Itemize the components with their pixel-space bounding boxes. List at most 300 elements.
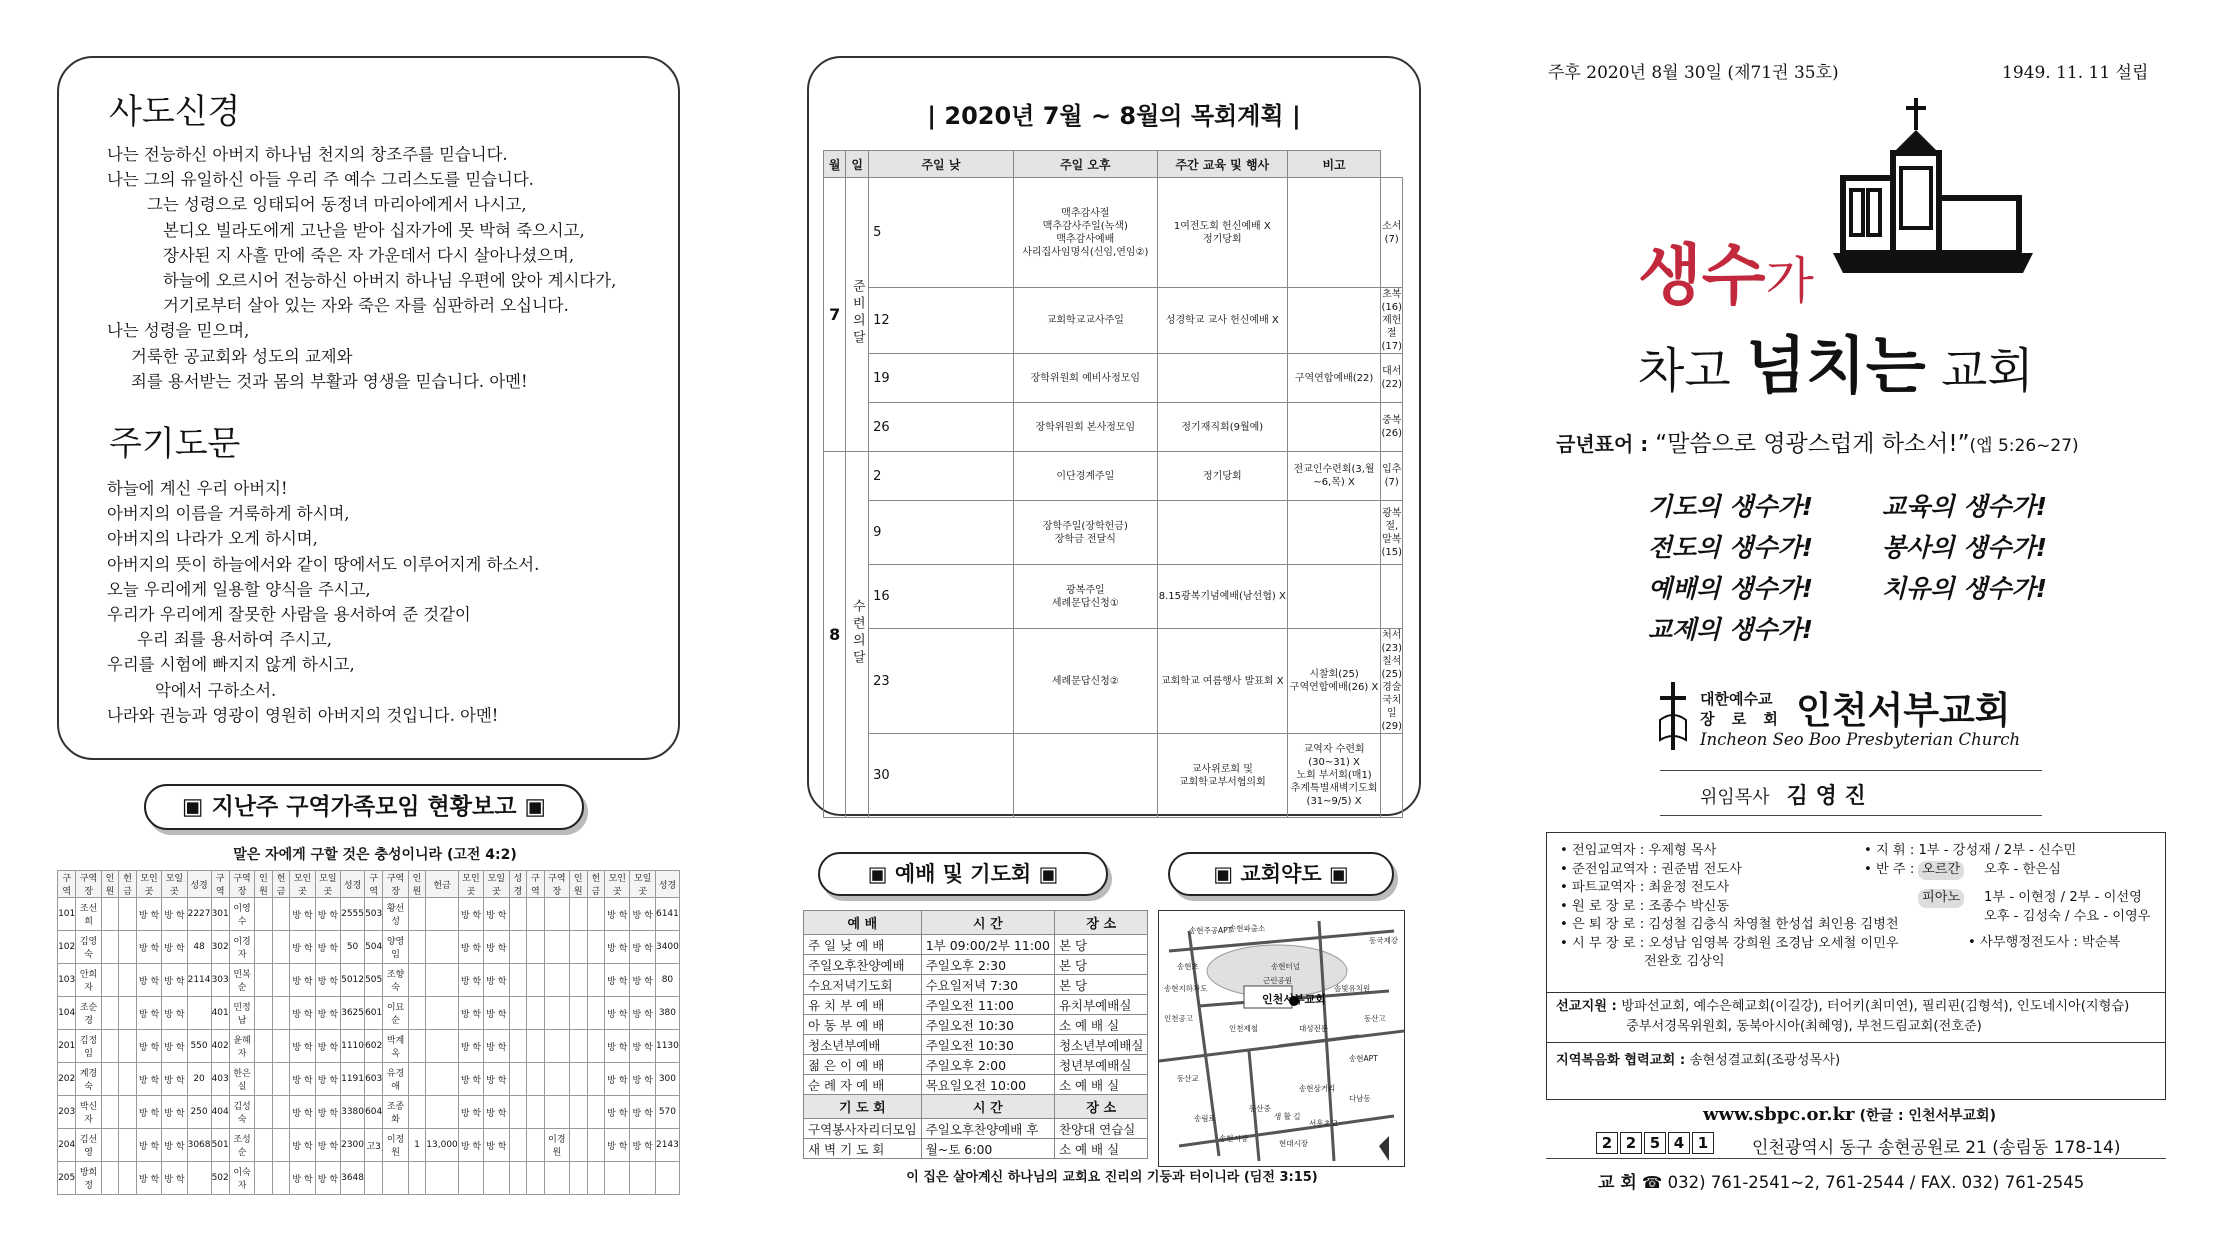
report-cell: 48 bbox=[187, 931, 211, 964]
report-place: 방 bbox=[138, 943, 148, 954]
report-place: 학 bbox=[172, 1174, 185, 1185]
schedule-day: 9 bbox=[869, 501, 1014, 565]
report-cell: 방 학 bbox=[290, 997, 315, 1030]
map-title: ▣ 교회약도 ▣ bbox=[1168, 852, 1394, 896]
report-cell: 3068 bbox=[187, 1129, 211, 1162]
report-cell: 방 학 bbox=[605, 1063, 630, 1096]
report-cell: 방 학 bbox=[458, 1030, 483, 1063]
report-cell bbox=[162, 898, 187, 931]
report-cell: 13,000 bbox=[426, 1129, 459, 1162]
report-cell: 604 bbox=[365, 1096, 383, 1129]
report-cell bbox=[587, 1030, 605, 1063]
report-cell: 방 학 bbox=[605, 964, 630, 997]
zip-digit: 4 bbox=[1668, 1132, 1690, 1154]
slogan-4: 봉사의 생수가! bbox=[1882, 533, 2048, 562]
report-cell bbox=[272, 1096, 290, 1129]
report-cell bbox=[272, 1129, 290, 1162]
logo-line1 bbox=[1638, 222, 1814, 317]
prayer-line: 아버지의 이름을 거룩하게 하시며, bbox=[107, 504, 350, 524]
schedule-note: 입추(7) bbox=[1381, 452, 1403, 501]
report-header: 헌금 bbox=[272, 871, 290, 898]
prayer-line: 아버지의 뜻이 하늘에서와 같이 땅에서도 이루어지게 하소서. bbox=[107, 554, 540, 574]
schedule-week bbox=[1287, 501, 1381, 565]
map-church-label: 인천서부교회 bbox=[1262, 993, 1326, 1006]
report-cell bbox=[426, 931, 459, 964]
report-cell: 방 학 bbox=[290, 898, 315, 931]
piano-staff-2: 오후 - 김성숙 / 수요 - 이영우 bbox=[1984, 909, 2151, 924]
report-cell bbox=[162, 931, 187, 964]
report-cell: 방 학 bbox=[315, 997, 340, 1030]
map-label: 동국제강 bbox=[1369, 936, 1398, 945]
report-cell: 2300 bbox=[341, 1129, 365, 1162]
schedule-row bbox=[824, 354, 1403, 403]
slogan-3: 전도의 생수가! bbox=[1648, 533, 1814, 562]
report-place: 방 bbox=[164, 1174, 173, 1185]
creed-line: 나는 성령을 믿으며, bbox=[107, 321, 250, 341]
schedule-day: 12 bbox=[869, 288, 1014, 354]
report-place: 방 bbox=[138, 1075, 148, 1086]
pastor-label: 위임목사 bbox=[1700, 787, 1770, 808]
report-cell bbox=[426, 964, 459, 997]
report-cell: 1191 bbox=[341, 1063, 365, 1096]
report-cell: 방 학 bbox=[315, 1063, 340, 1096]
phone bbox=[1598, 1168, 2084, 1193]
report-cell: 황선성 bbox=[383, 898, 408, 931]
report-cell bbox=[587, 898, 605, 931]
report-place: 방 bbox=[164, 976, 173, 987]
zip-digit: 1 bbox=[1692, 1132, 1714, 1154]
report-cell: 박신자 bbox=[76, 1096, 101, 1129]
founded-date: 1949. 11. 11 설립 bbox=[2002, 63, 2149, 83]
report-cell bbox=[119, 997, 137, 1030]
worship-cell: 수요일저녁 7:30 bbox=[921, 975, 1054, 995]
report-header: 구역 bbox=[211, 871, 229, 898]
worship-cell: 찬양대 연습실 bbox=[1054, 1119, 1148, 1139]
address-divider bbox=[1546, 1158, 2166, 1159]
report-cell bbox=[570, 997, 588, 1030]
report-header: 구역장 bbox=[76, 871, 101, 898]
report-cell: 204 bbox=[58, 1129, 76, 1162]
report-cell: 103 bbox=[58, 964, 76, 997]
report-header: 성경 bbox=[187, 871, 211, 898]
report-cell: 403 bbox=[211, 1063, 229, 1096]
report-header: 인원 bbox=[255, 871, 273, 898]
report-cell bbox=[570, 964, 588, 997]
report-cell: 이정원 bbox=[383, 1129, 408, 1162]
schedule-am: 장학위원회 본사정모임 bbox=[1013, 403, 1157, 452]
report-cell: 양영임 bbox=[383, 931, 408, 964]
schedule-row bbox=[824, 288, 1403, 354]
report-place: 방 bbox=[138, 1108, 148, 1119]
report-cell: 방 학 bbox=[290, 1129, 315, 1162]
report-cell bbox=[187, 1162, 211, 1195]
report-place: 방 bbox=[164, 1108, 173, 1119]
map-label: 인천제철 bbox=[1229, 1024, 1258, 1033]
worship-cell: 소 예 배 실 bbox=[1054, 1139, 1148, 1159]
schedule-panel bbox=[807, 56, 1421, 816]
report-header: 구역 bbox=[365, 871, 383, 898]
prayer-line: 하늘에 계신 우리 아버지! bbox=[107, 479, 288, 498]
schedule-day: 16 bbox=[869, 565, 1014, 629]
report-cell: 방 학 bbox=[315, 1162, 340, 1195]
report-cell bbox=[509, 964, 527, 997]
report-cell: 방 학 bbox=[605, 997, 630, 1030]
report-cell bbox=[509, 1162, 527, 1195]
report-cell bbox=[101, 1030, 119, 1063]
report-cell bbox=[272, 898, 290, 931]
report-header: 구역장 bbox=[229, 871, 254, 898]
report-cell: 방 학 bbox=[315, 964, 340, 997]
worship-cell: 기 도 회 bbox=[804, 1095, 922, 1119]
report-cell bbox=[101, 898, 119, 931]
motto bbox=[1556, 425, 2079, 458]
worship-cell: 주일오후 2:30 bbox=[921, 955, 1054, 975]
issue-date: 주후 2020년 8월 30일 (제71권 35호) bbox=[1548, 63, 1839, 83]
report-cell: 방 학 bbox=[458, 1096, 483, 1129]
cooperation bbox=[1556, 1052, 1840, 1071]
pastor bbox=[1700, 779, 1866, 810]
prayer-line: 우리 죄를 용서하여 주시고, bbox=[137, 630, 333, 650]
report-place: 학 bbox=[172, 1009, 185, 1020]
zip-code bbox=[1596, 1132, 1714, 1154]
report-place: 학 bbox=[147, 1042, 160, 1053]
report-cell: 방 학 bbox=[630, 964, 655, 997]
report-cell bbox=[426, 1162, 459, 1195]
report-cell bbox=[272, 1030, 290, 1063]
report-cell bbox=[255, 1063, 273, 1096]
report-cell bbox=[408, 997, 426, 1030]
schedule-am: 장학위원회 예비사정모임 bbox=[1013, 354, 1157, 403]
report-cell: 방 학 bbox=[315, 1129, 340, 1162]
creed-line: 거룩한 공교회와 성도의 교제와 bbox=[131, 346, 353, 366]
report-cell bbox=[587, 964, 605, 997]
report-row bbox=[58, 1162, 680, 1195]
logo-word-gyohoe: 교회 bbox=[1925, 343, 2034, 399]
report-place: 방 bbox=[138, 976, 148, 987]
report-cell bbox=[570, 1162, 588, 1195]
worship-cell: 아 동 부 예 배 bbox=[804, 1015, 922, 1035]
report-place: 방 bbox=[138, 1042, 148, 1053]
piano-staff-1: 1부 - 이현정 / 2부 - 이선영 bbox=[1984, 890, 2142, 905]
report-cell: 602 bbox=[365, 1030, 383, 1063]
report-cell: 방 학 bbox=[605, 1096, 630, 1129]
report-place: 학 bbox=[147, 1141, 160, 1152]
map-label: 솔빛유치원 bbox=[1334, 984, 1371, 993]
schedule-pm: 교회학교 여름행사 발표회 X bbox=[1157, 629, 1287, 734]
report-place: 학 bbox=[147, 1075, 160, 1086]
church-emblem-icon bbox=[1656, 680, 1690, 752]
report-cell bbox=[272, 931, 290, 964]
creed-line: 장사된 지 사흘 만에 죽은 자 가운데서 다시 살아나셨으며, bbox=[163, 245, 575, 265]
report-cell bbox=[162, 1129, 187, 1162]
report-cell bbox=[136, 1063, 161, 1096]
worship-row bbox=[804, 975, 1148, 995]
report-cell: 방 학 bbox=[484, 898, 509, 931]
slogan-6: 치유의 생수가! bbox=[1882, 574, 2048, 603]
report-cell bbox=[587, 1129, 605, 1162]
report-cell: 방 학 bbox=[290, 964, 315, 997]
schedule-month-label-text: 수련의달 bbox=[849, 599, 865, 667]
map-label: 송현APT bbox=[1349, 1054, 1378, 1063]
report-cell bbox=[408, 931, 426, 964]
report-cell bbox=[527, 1063, 545, 1096]
worship-cell: 청소년부예배 bbox=[804, 1035, 922, 1055]
report-place: 학 bbox=[147, 910, 160, 921]
report-cell bbox=[136, 1030, 161, 1063]
report-cell: 방 학 bbox=[458, 898, 483, 931]
report-cell: 민복순 bbox=[229, 964, 254, 997]
report-cell: 방희정 bbox=[76, 1162, 101, 1195]
report-cell: 이경원 bbox=[544, 1129, 569, 1162]
prayer-line: 오늘 우리에게 일용할 양식을 주시고, bbox=[107, 579, 371, 599]
report-cell bbox=[101, 1096, 119, 1129]
report-cell: 박계옥 bbox=[383, 1030, 408, 1063]
website-url[interactable]: www.sbpc.or.kr bbox=[1703, 1104, 1855, 1125]
schedule-week: 전교인수련회(3,월~6,목) X bbox=[1287, 452, 1381, 501]
report-header: 인원 bbox=[570, 871, 588, 898]
report-header: 모인곳 bbox=[605, 871, 630, 898]
map bbox=[1158, 910, 1405, 1167]
schedule-week: 교역자 수련회(30~31) X 노회 부서회(매1) 추계특별새벽기도회(31~9/5) X bbox=[1287, 734, 1381, 818]
worship-cell: 시 간 bbox=[921, 911, 1054, 935]
report-cell: 203 bbox=[58, 1096, 76, 1129]
report-cell bbox=[527, 997, 545, 1030]
map-label: 동산중 bbox=[1249, 1104, 1271, 1113]
report-cell bbox=[119, 1096, 137, 1129]
prayer-line: 나라와 권능과 영광이 영원히 아버지의 것입니다. 아멘! bbox=[107, 705, 499, 725]
map-label: 인천공고 bbox=[1164, 1014, 1193, 1023]
report-table bbox=[57, 870, 680, 1195]
prayer-line: 악에서 구하소서. bbox=[155, 680, 277, 700]
schedule-title: | 2020년 7월 ~ 8월의 목회계획 | bbox=[927, 102, 1301, 130]
worship-row bbox=[804, 935, 1148, 955]
report-cell: 유경애 bbox=[383, 1063, 408, 1096]
report-cell bbox=[630, 1162, 655, 1195]
map-label: 송현지하차도 bbox=[1164, 984, 1208, 993]
report-place: 학 bbox=[172, 976, 185, 987]
schedule-am: 맥추감사절 맥추감사주일(녹색) 맥추감사예배 사리집사임명식(신임,연임②) bbox=[1013, 178, 1157, 288]
schedule-row bbox=[824, 452, 1403, 501]
report-cell: 김영숙 bbox=[76, 931, 101, 964]
report-cell bbox=[101, 1162, 119, 1195]
schedule-row bbox=[824, 734, 1403, 818]
schedule-day: 26 bbox=[869, 403, 1014, 452]
schedule-month-label bbox=[846, 452, 869, 818]
report-cell bbox=[587, 931, 605, 964]
slogan-1: 기도의 생수가! bbox=[1648, 492, 1814, 521]
report-cell bbox=[587, 1162, 605, 1195]
report-header: 모일곳 bbox=[630, 871, 655, 898]
report-header: 구역장 bbox=[544, 871, 569, 898]
worship-cell: 주일오후찬양예배 후 bbox=[921, 1119, 1054, 1139]
prayer-title: 주기도문 bbox=[109, 424, 241, 464]
report-cell bbox=[527, 1162, 545, 1195]
schedule-note: 광복절,말복(15) bbox=[1381, 501, 1403, 565]
creed-panel bbox=[57, 56, 680, 760]
organ-staff: 오후 - 한은심 bbox=[1984, 862, 2061, 877]
report-cell: 1110 bbox=[341, 1030, 365, 1063]
report-row bbox=[58, 1063, 680, 1096]
report-cell bbox=[570, 1129, 588, 1162]
slogan-2: 교육의 생수가! bbox=[1882, 492, 2048, 521]
report-cell bbox=[255, 898, 273, 931]
report-cell: 김선영 bbox=[76, 1129, 101, 1162]
report-header-row bbox=[58, 871, 680, 898]
creed-line: 나는 전능하신 아버지 하나님 천지의 창조주를 믿습니다. bbox=[107, 145, 508, 164]
schedule-day: 5 bbox=[869, 178, 1014, 288]
report-cell: 2227 bbox=[187, 898, 211, 931]
worship-cell: 주일오후 2:00 bbox=[921, 1055, 1054, 1075]
address: 인천광역시 동구 송현공원로 21 (송림동 178-14) bbox=[1752, 1138, 2121, 1158]
report-cell: 이묘순 bbox=[383, 997, 408, 1030]
report-cell bbox=[365, 1162, 383, 1195]
report-row bbox=[58, 898, 680, 931]
report-cell: 202 bbox=[58, 1063, 76, 1096]
report-cell bbox=[458, 1162, 483, 1195]
schedule-day: 23 bbox=[869, 629, 1014, 734]
staff-line: • 시 무 장 로 : 오성남 임영복 강희원 조경남 오세철 이민우 bbox=[1560, 935, 1899, 951]
schedule-header: 비고 bbox=[1287, 151, 1381, 178]
worship-cell: 1부 09:00/2부 11:00 bbox=[921, 935, 1054, 955]
report-cell: 방 학 bbox=[290, 1162, 315, 1195]
report-cell bbox=[136, 898, 161, 931]
report-header: 헌금 bbox=[119, 871, 137, 898]
report-cell: 계경숙 bbox=[76, 1063, 101, 1096]
report-cell: 3400 bbox=[655, 931, 679, 964]
report-cell: 방 학 bbox=[290, 1030, 315, 1063]
report-cell bbox=[408, 898, 426, 931]
pastor-divider-bottom bbox=[1660, 815, 2042, 816]
report-cell: 1 bbox=[408, 1129, 426, 1162]
schedule-pm: 1여전도회 헌신예배 X 정기당회 bbox=[1157, 178, 1287, 288]
staff-accompanist-label: • 반 주 : bbox=[1864, 862, 1915, 877]
report-cell bbox=[101, 1129, 119, 1162]
report-header: 모인곳 bbox=[290, 871, 315, 898]
report-cell bbox=[162, 964, 187, 997]
schedule-week bbox=[1287, 403, 1381, 452]
report-cell: 방 학 bbox=[315, 898, 340, 931]
schedule-row bbox=[824, 403, 1403, 452]
worship-row bbox=[804, 1055, 1148, 1075]
report-cell bbox=[587, 1063, 605, 1096]
map-label: 대성전문 bbox=[1299, 1024, 1328, 1033]
report-cell: 방 학 bbox=[605, 898, 630, 931]
report-cell: 방 학 bbox=[605, 931, 630, 964]
schedule-header: 주일 낮 bbox=[869, 151, 1014, 178]
report-header: 헌금 bbox=[587, 871, 605, 898]
report-cell: 방 학 bbox=[605, 1030, 630, 1063]
report-cell: 방 학 bbox=[630, 898, 655, 931]
schedule-am: 광복주일 세례문답신청① bbox=[1013, 565, 1157, 629]
report-cell bbox=[570, 931, 588, 964]
report-cell: 501 bbox=[211, 1129, 229, 1162]
schedule-row bbox=[824, 565, 1403, 629]
report-cell: 조순경 bbox=[76, 997, 101, 1030]
report-cell: 2114 bbox=[187, 964, 211, 997]
report-cell: 이경자 bbox=[229, 931, 254, 964]
report-cell: 방 학 bbox=[484, 1063, 509, 1096]
report-cell: 방 학 bbox=[315, 1096, 340, 1129]
report-cell: 201 bbox=[58, 1030, 76, 1063]
schedule-pm: 정기재직회(9월예) bbox=[1157, 403, 1287, 452]
report-cell bbox=[119, 964, 137, 997]
report-place: 방 bbox=[164, 1042, 173, 1053]
report-place: 학 bbox=[172, 1075, 185, 1086]
staff-divider-2 bbox=[1546, 1042, 2166, 1043]
worship-cell: 장 소 bbox=[1054, 1095, 1148, 1119]
report-place: 학 bbox=[172, 1042, 185, 1053]
report-place: 학 bbox=[172, 910, 185, 921]
report-cell bbox=[527, 1030, 545, 1063]
staff-conductor: • 지 휘 : 1부 - 강성재 / 2부 - 신수민 bbox=[1864, 843, 2077, 858]
worship-cell: 유 치 부 예 배 bbox=[804, 995, 922, 1015]
schedule-day: 30 bbox=[869, 734, 1014, 818]
report-cell bbox=[426, 997, 459, 1030]
report-cell bbox=[255, 931, 273, 964]
report-cell bbox=[119, 931, 137, 964]
report-cell: 401 bbox=[211, 997, 229, 1030]
report-place: 학 bbox=[147, 943, 160, 954]
report-cell: 2555 bbox=[341, 898, 365, 931]
report-table-wrap bbox=[57, 870, 680, 1192]
report-cell bbox=[426, 1096, 459, 1129]
organ-badge: 오르간 bbox=[1918, 861, 1964, 880]
report-cell: 302 bbox=[211, 931, 229, 964]
report-cell: 50 bbox=[341, 931, 365, 964]
report-cell bbox=[272, 964, 290, 997]
report-cell: 방 학 bbox=[630, 1063, 655, 1096]
report-cell: 20 bbox=[187, 1063, 211, 1096]
report-cell bbox=[255, 1096, 273, 1129]
staff-line: • 파트교역자 : 최윤정 전도사 bbox=[1560, 880, 1730, 895]
report-cell bbox=[527, 898, 545, 931]
report-cell bbox=[136, 997, 161, 1030]
creed-title: 사도신경 bbox=[109, 92, 241, 132]
report-cell bbox=[484, 1162, 509, 1195]
worship-cell: 순 례 자 예 배 bbox=[804, 1075, 922, 1095]
report-cell: 104 bbox=[58, 997, 76, 1030]
schedule-row bbox=[824, 178, 1403, 288]
worship-title: ▣ 예배 및 기도회 ▣ bbox=[818, 852, 1108, 896]
report-cell bbox=[544, 1063, 569, 1096]
worship-cell: 구역봉사자리더모임 bbox=[804, 1119, 922, 1139]
report-cell: 502 bbox=[211, 1162, 229, 1195]
report-cell: 조선희 bbox=[76, 898, 101, 931]
report-cell bbox=[570, 1063, 588, 1096]
creed-line: 죄를 용서받는 것과 몸의 부활과 영생을 믿습니다. 아멘! bbox=[131, 371, 528, 391]
creed-line: 나는 그의 유일하신 아들 우리 주 예수 그리스도를 믿습니다. bbox=[107, 170, 534, 190]
map-label: 송현파출소 bbox=[1229, 924, 1266, 933]
report-row bbox=[58, 997, 680, 1030]
staff-line: • 은 퇴 장 로 : 김성철 김충식 차영철 한성섭 최인용 김병천 bbox=[1560, 917, 1899, 932]
schedule-week bbox=[1287, 565, 1381, 629]
report-cell bbox=[408, 1063, 426, 1096]
worship-row bbox=[804, 911, 1148, 935]
report-cell: 방 학 bbox=[484, 964, 509, 997]
worship-cell: 목요일오전 10:00 bbox=[921, 1075, 1054, 1095]
logo-word-saengsu: 생수 bbox=[1638, 237, 1766, 314]
report-place: 학 bbox=[147, 1009, 160, 1020]
report-cell: 방 학 bbox=[315, 1030, 340, 1063]
report-header: 모일곳 bbox=[484, 871, 509, 898]
map-label: 다남동 bbox=[1349, 1094, 1371, 1103]
report-cell bbox=[255, 997, 273, 1030]
creed-line: 거기로부터 살아 있는 자와 죽은 자를 심판하러 오십니다. bbox=[163, 296, 569, 316]
schedule-note: 초복(16) 제헌절(17) bbox=[1381, 289, 1402, 352]
report-cell bbox=[101, 1063, 119, 1096]
slogan-7: 교제의 생수가! bbox=[1648, 615, 1814, 644]
schedule-day: 19 bbox=[869, 354, 1014, 403]
